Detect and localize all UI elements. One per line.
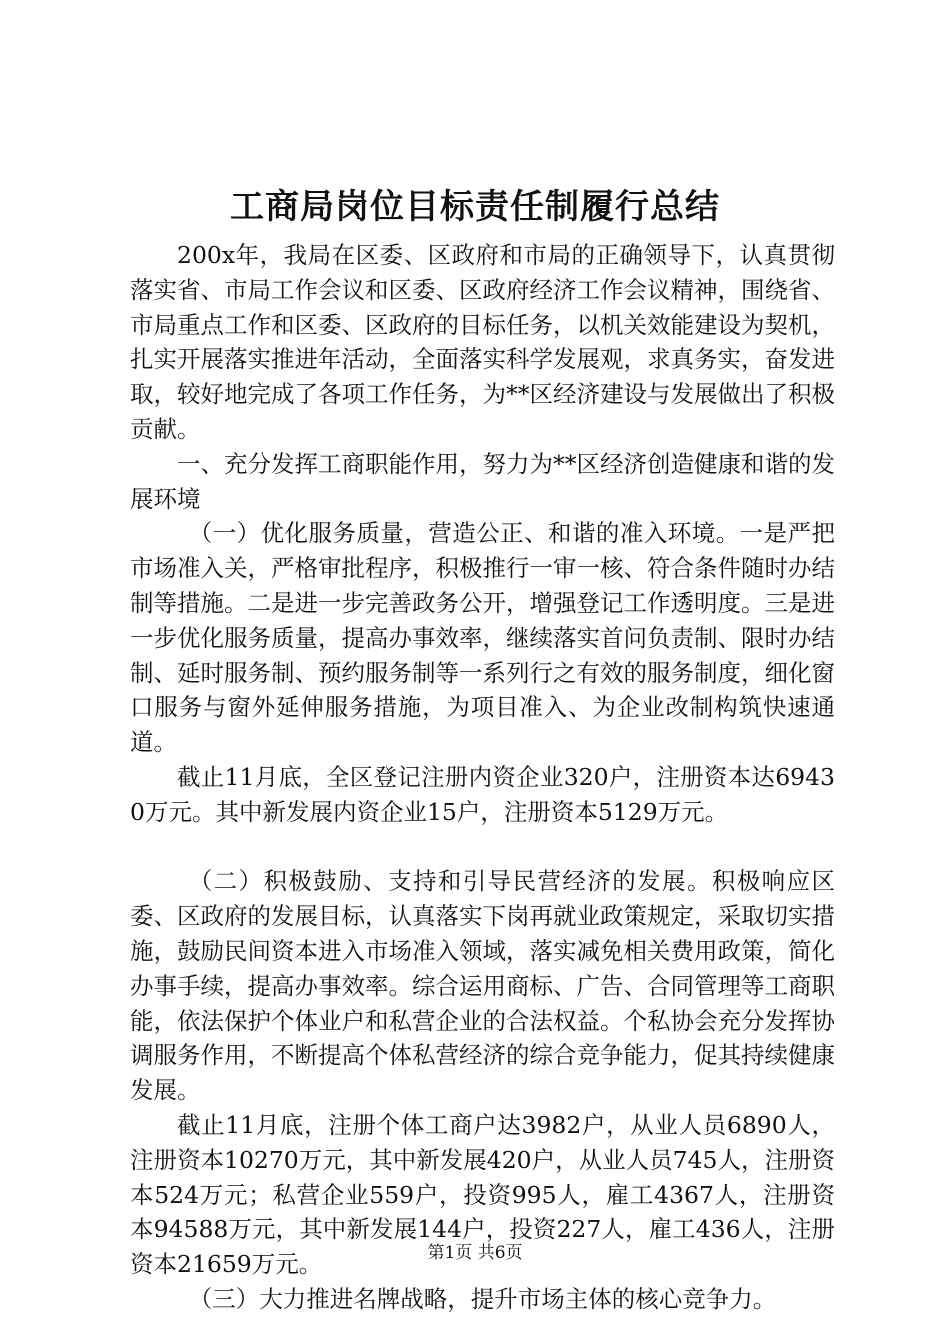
blank-line	[130, 830, 835, 865]
intro-paragraph: 200x年，我局在区委、区政府和市局的正确领导下，认真贯彻落实省、市局工作会议和区委、区政府经济工作会议精神，围绕省、市局重点工作和区委、区政府的目标任务，以机关效能建设为契机，扎实开展落实推进年活动，全面落实科学发展观，求真务实，奋发进取，较好地完成了各项工作任务，为**区经济建设与发展做出了积极贡献。	[130, 241, 835, 443]
page-number-footer: 第1页 共6页	[427, 1243, 523, 1263]
section-heading-1: 一、充分发挥工商职能作用，努力为**区经济创造健康和谐的发展环境	[130, 449, 835, 513]
subsection-paragraph-2: （二）积极鼓励、支持和引导民营经济的发展。积极响应区委、区政府的发展目标，认真落实下岗再就业政策规定，采取切实措施，鼓励民间资本进入市场准入领域，落实减免相关费用政策，简化办事手续，提高办事效率。综合运用商标、广告、合同管理等工商职能，依法保护个体业户和私营企业的合法权益。个私协会充分发挥协调服务作用，不断提高个体私营经济的综合竞争能力，促其持续健康发展。	[130, 867, 835, 1105]
document-body	[130, 238, 835, 1317]
subsection-paragraph-1: （一）优化服务质量，营造公正、和谐的准入环境。一是严把市场准入关，严格审批程序，积极推行一审一核、符合条件随时办结制等措施。二是进一步完善政务公开，增强登记工作透明度。三是进一步优化服务质量，提高办事效率，继续落实首问负责制、限时办结制、延时服务制、预约服务制等一系列行之有效的服务制度，细化窗口服务与窗外延伸服务措施，为项目准入、为企业改制构筑快速通道。	[130, 519, 835, 757]
document-title: 工商局岗位目标责任制履行总结	[230, 187, 720, 227]
statistics-paragraph-1: 截止11月底，全区登记注册内资企业320户，注册资本达69430万元。其中新发展内资企业15户，注册资本5129万元。	[130, 762, 835, 826]
statistics-paragraph-2: 截止11月底，注册个体工商户达3982户，从业人员6890人，注册资本10270万元，其中新发展420户，从业人员745人，注册资本524万元；私营企业559户，投资995人，雇工4367人，注册资本94588万元，其中新发展144户，投资227人，雇工436人，注册资本21659万元。	[130, 1110, 835, 1279]
subsection-heading-3: （三）大力推进名牌战略，提升市场主体的核心竞争力。	[188, 1284, 777, 1313]
